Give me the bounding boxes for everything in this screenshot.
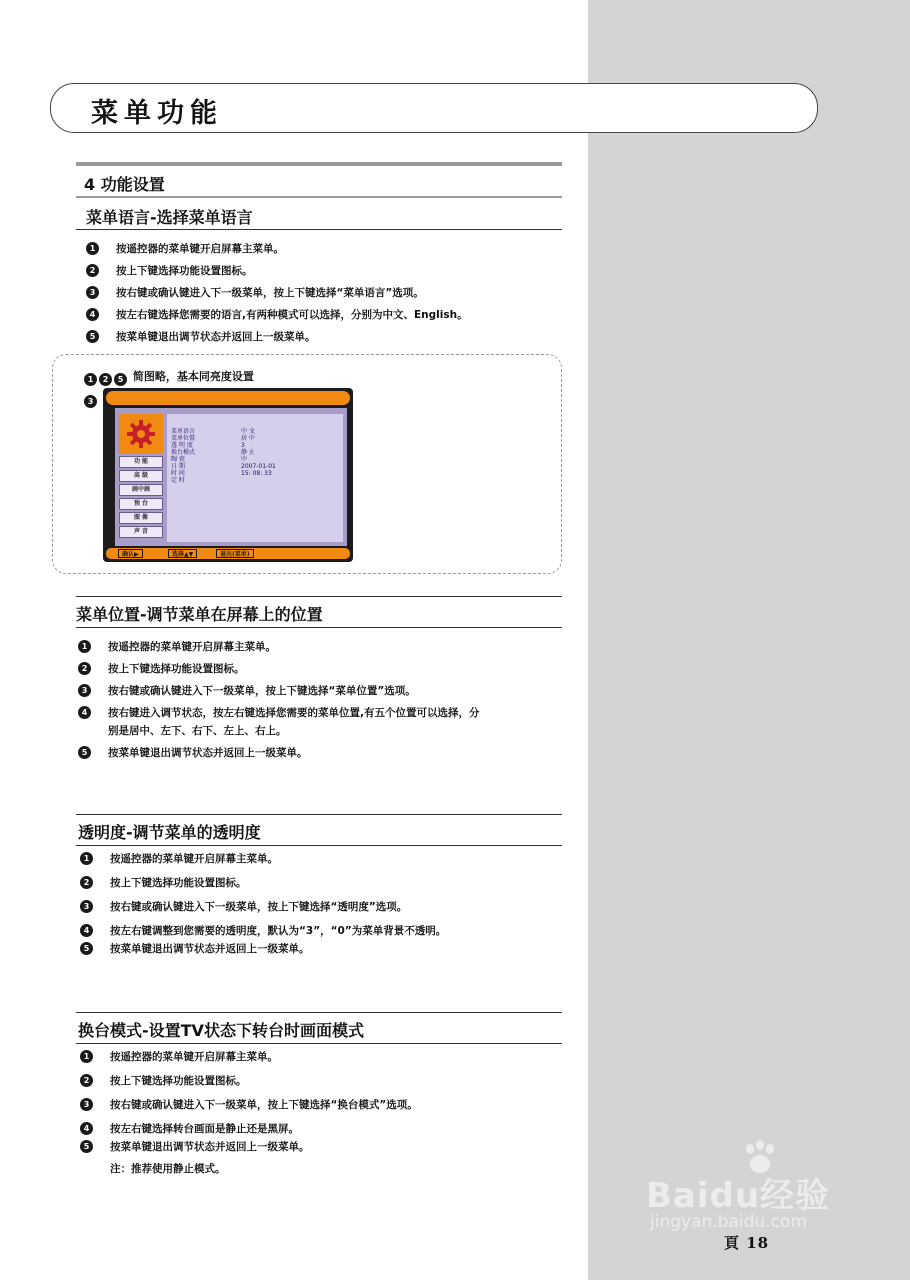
title-box <box>50 83 818 133</box>
baidu-watermark <box>646 1140 858 1230</box>
mode-top-rule <box>76 1012 562 1013</box>
section-header <box>76 162 562 198</box>
osd-row: 换台模式 静 止 <box>171 449 255 456</box>
pos-rule <box>76 627 562 628</box>
trans-top-rule <box>76 814 562 815</box>
list-item: 1 按遥控器的菜单键开启屏幕主菜单。 <box>86 242 468 256</box>
step-number: 1 <box>80 852 93 865</box>
list-item: 2 按上下键选择功能设置图标。 <box>78 662 480 676</box>
step-number: 2 <box>80 876 93 889</box>
osd-category-pip: 画中画 <box>119 484 163 496</box>
step-number: 5 <box>80 942 93 955</box>
list-item: 4 按左右键调整到您需要的透明度，默认为“3”，“0”为菜单背景不透明。 <box>80 924 446 938</box>
mode-steps <box>80 1050 418 1176</box>
list-item: 5 按菜单键退出调节状态并返回上一级菜单。 <box>78 746 480 760</box>
osd-row: 菜单位置 居 中 <box>171 435 255 442</box>
pos-steps <box>78 640 480 760</box>
list-item: 3 按右键或确认键进入下一级菜单，按上下键选择“菜单语言”选项。 <box>86 286 468 300</box>
mode-note: 注：推荐使用静止模式。 <box>110 1163 226 1175</box>
gear-icon <box>119 414 163 454</box>
step-number: 2 <box>78 662 91 675</box>
osd-row: 陶 瓷 中 <box>171 456 248 463</box>
list-item: 1 按遥控器的菜单键开启屏幕主菜单。 <box>80 852 446 866</box>
step-number: 1 <box>78 640 91 653</box>
trans-rule <box>76 845 562 846</box>
illustration-num <box>84 392 99 408</box>
page-title: 菜单功能 <box>91 98 223 129</box>
step-number: 4 <box>86 308 99 321</box>
osd-settings-panel <box>167 414 343 542</box>
step-number: 4 <box>80 1122 93 1135</box>
watermark-url: jingyan.baidu.com <box>650 1212 807 1232</box>
list-item: 1 按遥控器的菜单键开启屏幕主菜单。 <box>80 1050 418 1064</box>
step-number: 2 <box>86 264 99 277</box>
osd-category-function: 功 能 <box>119 456 163 468</box>
osd-category-picture: 图 像 <box>119 512 163 524</box>
step-number: 3 <box>78 684 91 697</box>
osd-hint-exit: 退出(菜单) <box>216 549 254 558</box>
mode-title: 换台模式-设置TV状态下转台时画面模式 <box>78 1021 364 1040</box>
list-item: 3 按右键或确认键进入下一级菜单，按上下键选择“换台模式”选项。 <box>80 1098 418 1112</box>
step-number: 2 <box>99 373 112 386</box>
step-number: 1 <box>86 242 99 255</box>
page-number: 頁 18 <box>724 1234 770 1252</box>
step-number: 1 <box>84 373 97 386</box>
osd-category-sound: 声 音 <box>119 526 163 538</box>
list-item: 5 按菜单键退出调节状态并返回上一级菜单。 <box>80 1140 418 1154</box>
list-item: 5 按菜单键退出调节状态并返回上一级菜单。 <box>86 330 468 344</box>
step-number: 3 <box>80 900 93 913</box>
step-number: 5 <box>114 373 127 386</box>
list-item-continued: 别是居中、左下、右下、左上、右上。 <box>108 725 287 737</box>
osd-category-channel: 预 台 <box>119 498 163 510</box>
step-number: 5 <box>78 746 91 759</box>
step-number: 4 <box>80 924 93 937</box>
trans-title: 透明度-调节菜单的透明度 <box>78 823 261 842</box>
list-item: 2 按上下键选择功能设置图标。 <box>80 876 446 890</box>
list-item: 4 按右键进入调节状态，按左右键选择您需要的菜单位置,有五个位置可以选择，分 <box>78 706 480 720</box>
step-number: 3 <box>80 1098 93 1111</box>
osd-row: 日 期 2007-01-01 <box>171 463 276 470</box>
step-number: 5 <box>86 330 99 343</box>
trans-steps <box>80 852 446 956</box>
step-number: 4 <box>78 706 91 719</box>
list-item: 4 按左右键选择转台画面是静止还是黑屏。 <box>80 1122 418 1136</box>
osd-bottom-bar <box>106 548 350 559</box>
osd-sidebar <box>119 414 163 544</box>
illustration-note: 1 2 5 简图略，基本同亮度设置 <box>84 368 254 386</box>
step-number: 3 <box>84 395 97 408</box>
osd-row: 菜单语言 中 文 <box>171 428 255 435</box>
list-item: 2 按上下键选择功能设置图标。 <box>86 264 468 278</box>
watermark-brand: Baidu经验 <box>646 1176 831 1216</box>
osd-row: 定 时 <box>171 477 185 484</box>
side-panel <box>588 0 910 1280</box>
list-item: 3 按右键或确认键进入下一级菜单，按上下键选择“菜单位置”选项。 <box>78 684 480 698</box>
step-number: 1 <box>80 1050 93 1063</box>
step-number: 5 <box>80 1140 93 1153</box>
step-number: 2 <box>80 1074 93 1087</box>
osd-menu-screenshot <box>103 388 353 562</box>
list-item: 3 按右键或确认键进入下一级菜单，按上下键选择“透明度”选项。 <box>80 900 446 914</box>
lang-rule <box>76 229 562 230</box>
list-item: 4 按左右键选择您需要的语言,有两种模式可以选择，分别为中文、English。 <box>86 308 468 322</box>
list-item: 1 按遥控器的菜单键开启屏幕主菜单。 <box>78 640 480 654</box>
osd-body <box>115 408 347 546</box>
mode-rule <box>76 1043 562 1044</box>
step-number: 3 <box>86 286 99 299</box>
list-item: 5 按菜单键退出调节状态并返回上一级菜单。 <box>80 942 446 956</box>
osd-hint-confirm: 确认▶ <box>118 549 143 558</box>
osd-category-advanced: 高 级 <box>119 470 163 482</box>
lang-steps <box>86 242 468 344</box>
osd-row: 时 间 15: 08: 33 <box>171 470 272 477</box>
lang-title: 菜单语言-选择菜单语言 <box>86 208 253 227</box>
pos-title: 菜单位置-调节菜单在屏幕上的位置 <box>76 605 323 624</box>
list-item: 2 按上下键选择功能设置图标。 <box>80 1074 418 1088</box>
osd-top-bar <box>106 391 350 405</box>
pos-top-rule <box>76 596 562 597</box>
osd-row: 透 明 度 3 <box>171 442 245 449</box>
osd-hint-select: 选择▲▼ <box>168 549 197 558</box>
section-label: 4 功能设置 <box>84 175 165 194</box>
